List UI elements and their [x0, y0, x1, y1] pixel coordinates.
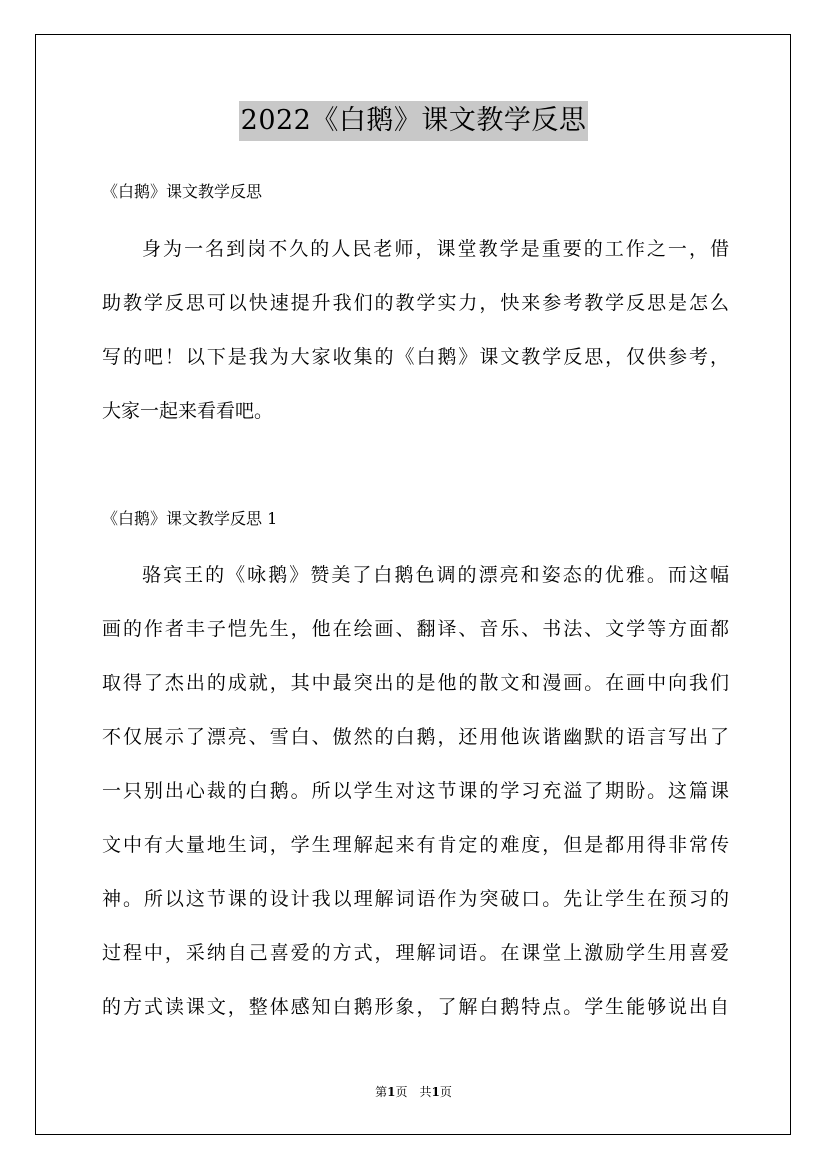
footer-page-prefix: 第 [375, 1085, 388, 1099]
document-title: 2022《白鹅》课文教学反思 [239, 101, 589, 141]
title-container [0, 101, 827, 141]
paragraph-line: 的方式读课文，整体感知白鹅形象，了解白鹅特点。学生能够说出自 [102, 996, 729, 1018]
paragraph-line: 取得了杰出的成就，其中最突出的是他的散文和漫画。在画中向我们 [102, 672, 729, 694]
footer-page-current: 1 [387, 1085, 396, 1099]
paragraph-line: 骆宾王的《咏鹅》赞美了白鹅色调的漂亮和姿态的优雅。而这幅 [142, 564, 729, 586]
paragraph-line: 大家一起来看看吧。 [102, 400, 274, 422]
page-footer [0, 1084, 827, 1100]
paragraph-line: 不仅展示了漂亮、雪白、傲然的白鹅，还用他诙谐幽默的语言写出了 [102, 726, 729, 748]
paragraph-line: 助教学反思可以快速提升我们的教学实力，快来参考教学反思是怎么 [102, 292, 729, 314]
paragraph-line: 画的作者丰子恺先生，他在绘画、翻译、音乐、书法、文学等方面都 [102, 618, 729, 640]
footer-page-mid: 页 共 [395, 1085, 432, 1099]
paragraph-line: 神。所以这节课的设计我以理解词语作为突破口。先让学生在预习的 [102, 888, 729, 910]
paragraph-line: 一只别出心裁的白鹅。所以学生对这节课的学习充溢了期盼。这篇课 [102, 780, 729, 802]
section1-paragraph [102, 562, 729, 1048]
paragraph-line: 身为一名到岗不久的人民老师，课堂教学是重要的工作之一，借 [142, 238, 729, 260]
footer-page-suffix: 页 [439, 1085, 452, 1099]
paragraph-line: 文中有大量地生词，学生理解起来有肯定的难度，但是都用得非常传 [102, 834, 729, 856]
intro-paragraph [102, 236, 729, 452]
footer-page-total: 1 [431, 1085, 440, 1099]
paragraph-line: 写的吧！以下是我为大家收集的《白鹅》课文教学反思，仅供参考， [102, 346, 729, 368]
intro-heading: 《白鹅》课文教学反思 [102, 182, 263, 201]
section1-heading: 《白鹅》课文教学反思 1 [102, 509, 278, 528]
paragraph-line: 过程中，采纳自己喜爱的方式，理解词语。在课堂上激励学生用喜爱 [102, 942, 729, 964]
